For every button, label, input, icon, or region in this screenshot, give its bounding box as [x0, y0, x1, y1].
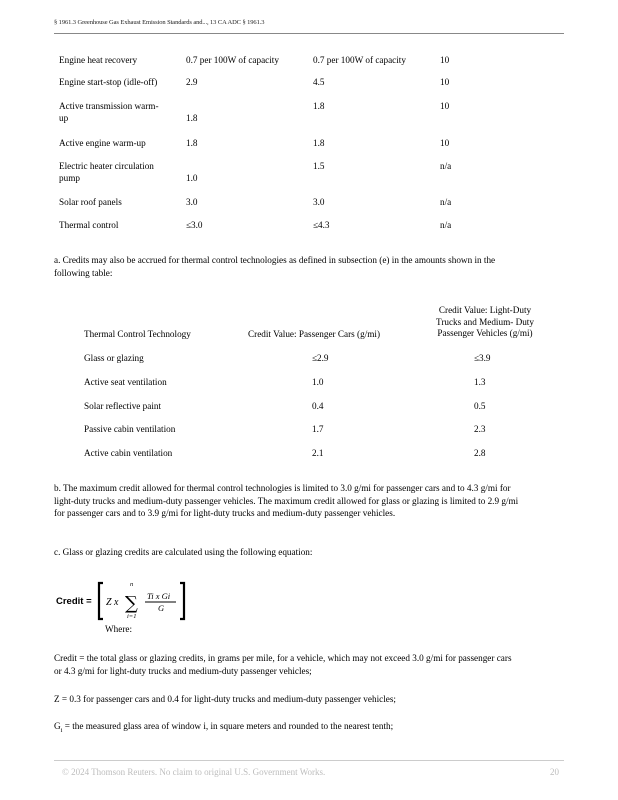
sum-upper-limit: n: [130, 581, 134, 588]
header-trucks: [430, 305, 540, 340]
header-trucks-line3: Passenger Vehicles (g/mi): [437, 328, 533, 338]
left-bracket: [99, 583, 103, 619]
trucks-value: 1.8: [313, 138, 325, 148]
equation-lhs: Credit =: [56, 596, 92, 607]
header-rule: [54, 33, 564, 34]
tech-name-line2: up: [59, 113, 69, 123]
tech-name: Glass or glazing: [84, 353, 144, 363]
definition-z: Z = 0.3 for passenger cars and 0.4 for light-duty trucks and medium-duty passenger vehicles;: [54, 694, 396, 704]
paragraph-b-line3: for passenger cars and to 3.9 g/mi for light-duty trucks and medium-duty passenger vehicles.: [54, 508, 396, 518]
cap-value: n/a: [440, 161, 452, 171]
tech-name: Passive cabin ventilation: [84, 424, 176, 434]
cars-value: 2.9: [186, 77, 198, 87]
cars-value: 1.8: [186, 113, 198, 123]
equation-z: Z x: [106, 597, 119, 608]
paragraph-b-line1: b. The maximum credit allowed for thermal control technologies is limited to 3.0 g/mi for passenger cars and to 4.3 g/mi for: [54, 483, 511, 493]
cars-value: 2.1: [312, 448, 324, 458]
cap-value: n/a: [440, 197, 452, 207]
page-number: 20: [550, 767, 559, 777]
cap-value: n/a: [440, 220, 452, 230]
fraction-denominator: G: [158, 603, 165, 613]
paragraph-a-line2: following table:: [54, 267, 113, 278]
definition-g-text: = the measured glass area of window i, in square meters and rounded to the nearest tenth;: [62, 721, 394, 731]
cap-value: 10: [440, 101, 450, 111]
right-bracket: [180, 583, 184, 619]
cars-value: 0.7 per 100W of capacity: [186, 55, 279, 65]
trucks-value: 0.7 per 100W of capacity: [313, 55, 406, 65]
cars-value: 3.0: [186, 197, 198, 207]
definition-credit-line2: or 4.3 g/mi for light-duty trucks and medium-duty passenger vehicles;: [54, 665, 312, 676]
tech-name: Active cabin ventilation: [84, 448, 173, 458]
trucks-value: 3.0: [313, 197, 325, 207]
paragraph-a: [54, 254, 566, 279]
paragraph-b: [54, 482, 566, 520]
trucks-value: ≤3.9: [474, 353, 491, 363]
trucks-value: 1.3: [474, 377, 486, 387]
tech-name: Active engine warm-up: [59, 138, 146, 148]
trucks-value: 2.8: [474, 448, 486, 458]
equation-where: Where:: [105, 624, 133, 634]
cars-value: 1.0: [186, 173, 198, 183]
trucks-value: ≤4.3: [313, 220, 330, 230]
trucks-value: 2.3: [474, 424, 486, 434]
header-trucks-line1: Credit Value: Light-Duty: [438, 305, 532, 315]
cap-value: 10: [440, 55, 450, 65]
tech-name: Thermal control: [59, 220, 119, 230]
trucks-value: 4.5: [313, 77, 325, 87]
summation-icon: ∑: [125, 593, 138, 614]
paragraph-c: c. Glass or glazing credits are calculated using the following equation:: [54, 547, 313, 557]
cars-value: 1.7: [312, 424, 324, 434]
paragraph-a-line1: a. Credits may also be accrued for thermal control technologies as defined in subsection (e) in the amounts shown in the: [54, 255, 496, 265]
cap-value: 10: [440, 138, 450, 148]
trucks-value: 0.5: [474, 401, 486, 411]
cap-value: 10: [440, 77, 450, 87]
tech-name: Engine start-stop (idle-off): [59, 77, 158, 87]
trucks-value: 1.8: [313, 101, 325, 111]
tech-name: Active seat ventilation: [84, 377, 167, 387]
definition-credit-line1: Credit = the total glass or glazing credits, in grams per mile, for a vehicle, which may not exceed 3.0 g/mi for passenger cars: [54, 653, 512, 663]
tech-name: Solar roof panels: [59, 197, 122, 207]
cars-value: 1.0: [312, 377, 324, 387]
header-trucks-line2: Trucks and Medium- Duty: [436, 316, 534, 327]
fraction-numerator: Ti x Gi: [147, 591, 171, 601]
tech-name-line1: Electric heater circulation: [59, 161, 154, 171]
cars-value: 0.4: [312, 401, 324, 411]
definition-g: [54, 720, 566, 737]
footer-copyright: © 2024 Thomson Reuters. No claim to original U.S. Government Works.: [62, 767, 326, 777]
paragraph-b-line2: light-duty trucks and medium-duty passenger vehicles. The maximum credit allowed for glass or glazing is limited to 2.9 g/mi: [54, 495, 519, 506]
header-cars: Credit Value: Passenger Cars (g/mi): [248, 329, 381, 339]
sum-lower-limit: i=1: [127, 613, 137, 620]
tech-name-line1: Active transmission warm-: [59, 101, 159, 111]
credit-equation: [56, 578, 206, 624]
trucks-value: 1.5: [313, 161, 325, 171]
header-technology: Thermal Control Technology: [84, 329, 191, 339]
tech-name: Solar reflective paint: [84, 401, 162, 411]
tech-name-line2: pump: [59, 173, 80, 183]
cars-value: ≤3.0: [186, 220, 203, 230]
definition-g-symbol: G: [54, 721, 61, 731]
definition-credit: [54, 652, 566, 677]
footer-rule: [54, 760, 564, 761]
cars-value: 1.8: [186, 138, 198, 148]
tech-name: Engine heat recovery: [59, 55, 138, 65]
cars-value: ≤2.9: [312, 353, 329, 363]
definition-g-subscript: i: [60, 726, 63, 734]
running-header: § 1961.3 Greenhouse Gas Exhaust Emission Standards and..., 13 CA ADC § 1961.3: [54, 19, 265, 26]
